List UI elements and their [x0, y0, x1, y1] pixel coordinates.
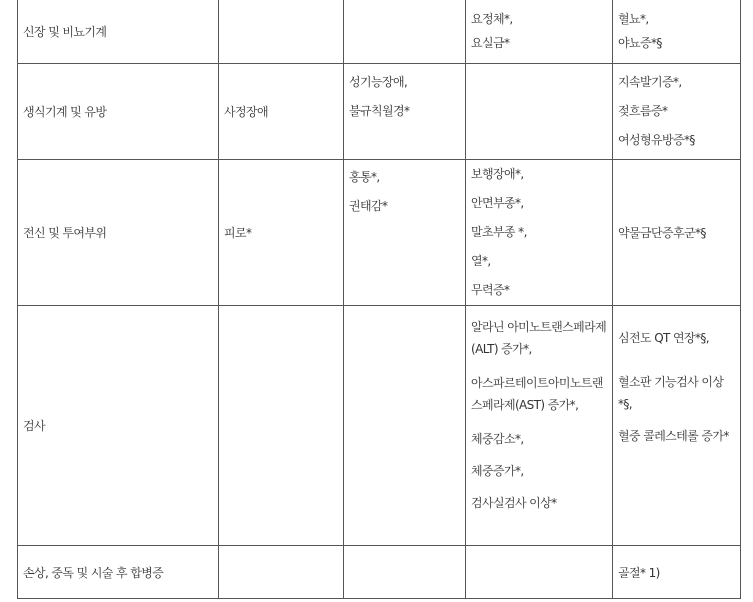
empty-cell — [466, 546, 613, 599]
organ-class-label: 손상, 중독 및 시술 후 합병증 — [23, 565, 164, 580]
reaction-item: 검사실검사 이상* — [471, 496, 557, 510]
reaction-item: 열*, — [471, 254, 491, 268]
empty-cell — [219, 0, 344, 64]
table-row — [18, 546, 741, 599]
table-row — [18, 160, 741, 306]
reaction-item: 지속발기증*, — [618, 75, 682, 89]
organ-class-cell — [18, 306, 219, 546]
reaction-item: 권태감* — [349, 199, 388, 213]
reaction-item: 보행장애*, — [471, 167, 524, 181]
organ-class-cell — [18, 546, 219, 599]
organ-class-cell — [18, 0, 219, 64]
reaction-cell — [344, 160, 466, 306]
organ-class-label: 생식기계 및 유방 — [23, 105, 107, 119]
reaction-item: 여성형유방증*§ — [618, 133, 695, 147]
reaction-item: 무력증* — [471, 283, 510, 297]
table-row — [18, 0, 741, 64]
reaction-item: 체중증가*, — [471, 464, 524, 478]
reaction-item: 성기능장애, — [349, 75, 408, 89]
reaction-item: 아스파르테이트아미노트랜스페라제(AST) 증가*, — [471, 376, 603, 412]
reaction-cell — [219, 160, 344, 306]
empty-cell — [466, 64, 613, 160]
adverse-reaction-table — [17, 0, 741, 599]
reaction-item: 약물금단증후군*§ — [618, 226, 706, 240]
empty-cell — [219, 546, 344, 599]
empty-cell — [344, 0, 466, 64]
reaction-item: 말초부종 *, — [471, 225, 527, 239]
organ-class-cell — [18, 160, 219, 306]
reaction-item: 알라닌 아미노트랜스페라제(ALT) 증가*, — [471, 320, 607, 356]
reaction-item: 혈뇨*, — [618, 12, 649, 26]
reaction-item: 혈중 콜레스테롤 증가* — [618, 429, 729, 443]
reaction-item: 골절* 1) — [618, 565, 660, 580]
reaction-cell — [613, 64, 741, 160]
organ-class-cell — [18, 64, 219, 160]
reaction-item: 홍통*, — [349, 170, 380, 184]
reaction-cell — [613, 160, 741, 306]
reaction-cell — [466, 306, 613, 546]
reaction-item: 야뇨증*§ — [618, 36, 662, 50]
empty-cell — [219, 306, 344, 546]
reaction-item: 혈소판 기능검사 이상*§, — [618, 375, 724, 411]
reaction-item: 체중감소*, — [471, 432, 524, 446]
reaction-item: 요정체*, — [471, 12, 513, 26]
reaction-cell — [466, 0, 613, 64]
reaction-cell — [613, 546, 741, 599]
reaction-cell — [466, 160, 613, 306]
organ-class-label: 검사 — [23, 419, 45, 433]
organ-class-label: 전신 및 투여부위 — [23, 226, 107, 240]
reaction-item: 안면부종*, — [471, 196, 524, 210]
reaction-item: 요실금* — [471, 36, 510, 50]
reaction-cell — [344, 64, 466, 160]
reaction-item: 사정장애 — [224, 105, 268, 119]
table-row — [18, 64, 741, 160]
organ-class-label: 신장 및 비뇨기계 — [23, 24, 107, 39]
reaction-cell — [219, 64, 344, 160]
reaction-cell — [613, 0, 741, 64]
reaction-item: 불규칙월경* — [349, 104, 410, 118]
reaction-item: 심전도 QT 연장*§, — [618, 331, 709, 345]
reaction-item: 젖흐름증* — [618, 104, 668, 118]
empty-cell — [344, 546, 466, 599]
reaction-cell — [613, 306, 741, 546]
empty-cell — [344, 306, 466, 546]
reaction-item: 피로* — [224, 226, 252, 240]
table-row — [18, 306, 741, 546]
